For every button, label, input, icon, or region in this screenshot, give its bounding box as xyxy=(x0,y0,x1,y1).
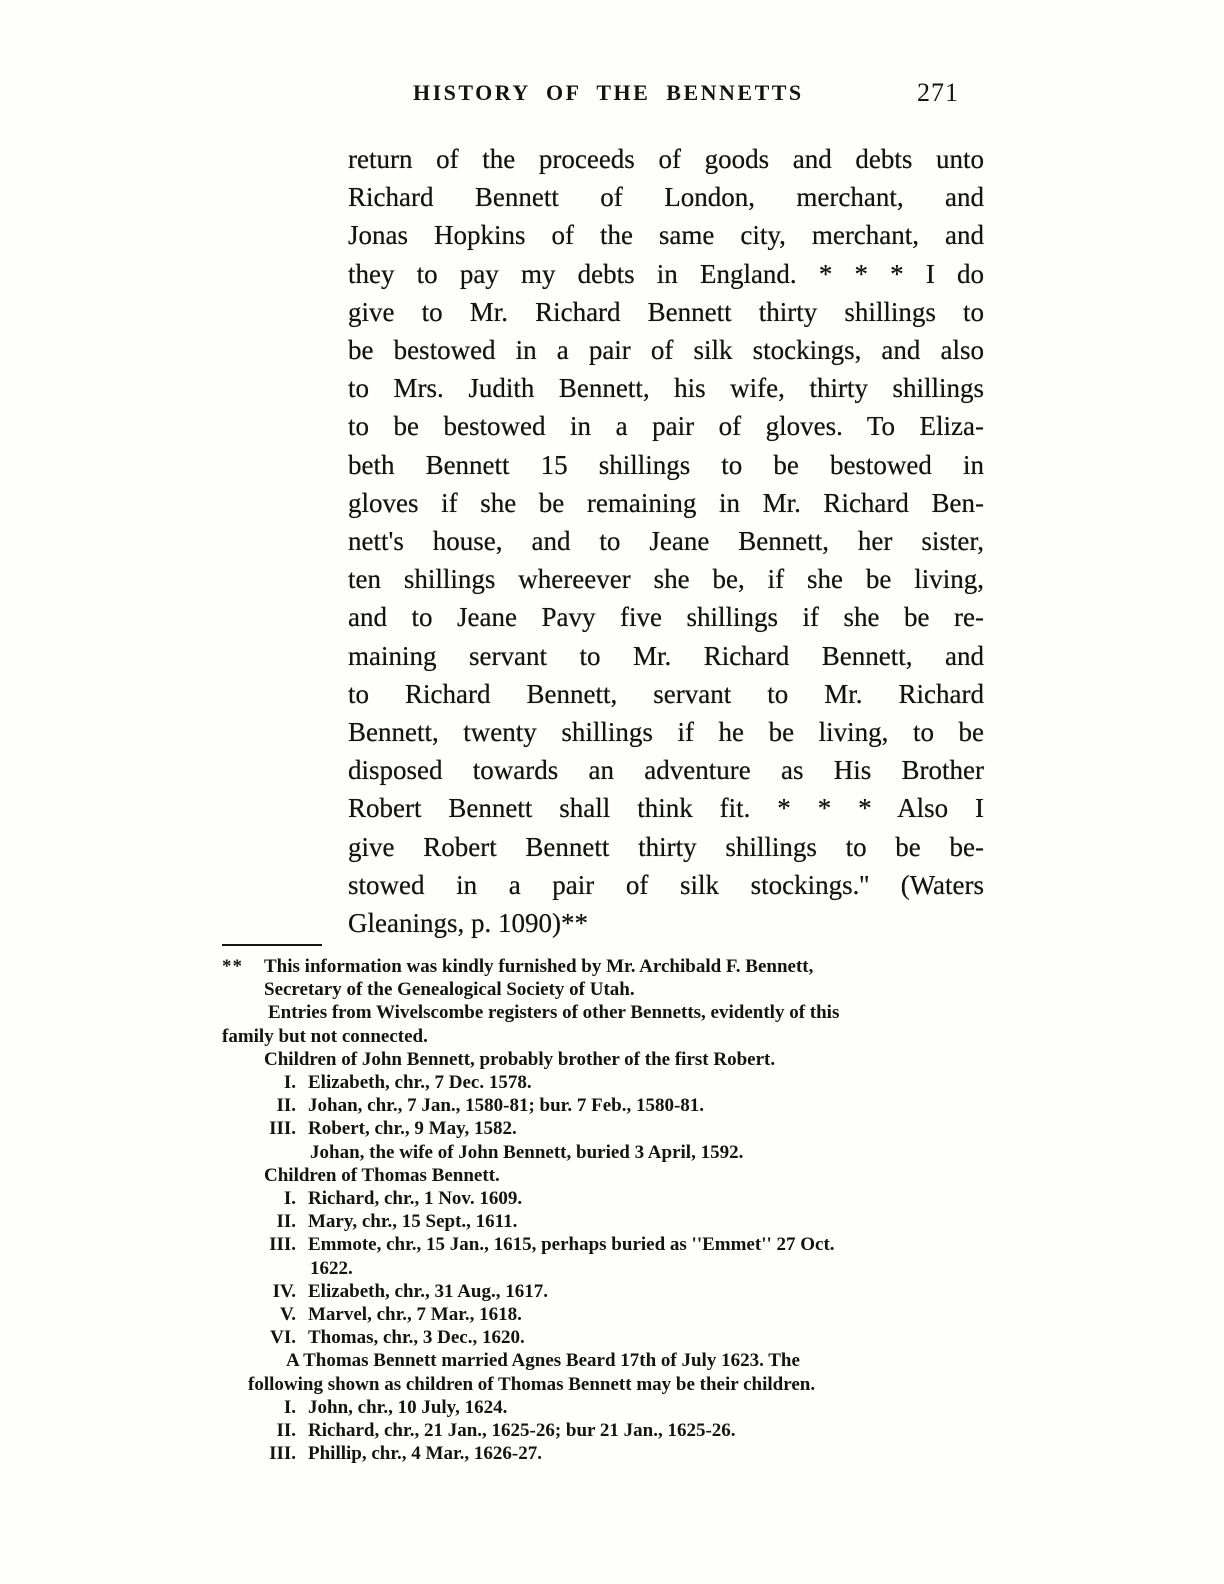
footnote-item-numeral: II. xyxy=(276,1211,296,1233)
footnote-line xyxy=(222,978,1008,1001)
body-line: gloves if she be remaining in Mr. Richard Ben- xyxy=(348,487,984,518)
footnote-item-numeral: I. xyxy=(283,1188,296,1210)
footnote-item-numeral: I. xyxy=(283,1396,296,1418)
footnote-line-text: Emmote, chr., 15 Jan., 1615, perhaps buried as ''Emmet'' 27 Oct. xyxy=(308,1234,835,1256)
footnote-line-text: Thomas, chr., 3 Dec., 1620. xyxy=(308,1327,525,1349)
footnote-line xyxy=(222,1117,1008,1140)
body-line: ten shillings whereever she be, if she be living, xyxy=(348,564,984,595)
body-line: disposed towards an adventure as His Brother xyxy=(348,755,984,786)
footnote-line xyxy=(222,1233,1008,1256)
footnote-line-text: Marvel, chr., 7 Mar., 1618. xyxy=(308,1304,522,1326)
footnote-item-numeral: IV. xyxy=(272,1280,296,1302)
footnote-line xyxy=(222,1001,1008,1024)
footnote-item-numeral: II. xyxy=(276,1420,296,1442)
body-line: return of the proceeds of goods and debts unto xyxy=(348,144,984,174)
footnote-item-numeral: III. xyxy=(269,1443,296,1465)
footnote-line-text: Children of Thomas Bennett. xyxy=(264,1164,500,1186)
footnote-line xyxy=(222,1048,1008,1071)
footnote-line xyxy=(222,1187,1008,1210)
footnote-item-numeral: III. xyxy=(269,1118,296,1140)
body-line: to be bestowed in a pair of gloves. To Eliza- xyxy=(348,411,984,442)
footnote-line-text: Johan, chr., 7 Jan., 1580-81; bur. 7 Feb., 1580-81. xyxy=(308,1095,705,1117)
footnote-line-text: Entries from Wivelscombe registers of other Bennetts, evidently of this xyxy=(268,1002,840,1024)
body-line: maining servant to Mr. Richard Bennett, and xyxy=(348,640,984,671)
footnote-line xyxy=(222,1164,1008,1187)
footnote-line xyxy=(222,1025,1008,1048)
body-line: Richard Bennett of London, merchant, and xyxy=(348,182,984,213)
footnote-line xyxy=(222,1373,1008,1396)
body-line: be bestowed in a pair of silk stockings, and also xyxy=(348,335,984,366)
footnote-line xyxy=(222,1442,1008,1465)
body-text xyxy=(348,140,984,942)
body-line: give Robert Bennett thirty shillings to be be- xyxy=(348,831,984,862)
footnote-line xyxy=(222,1071,1008,1094)
footnote-item-numeral: VI. xyxy=(270,1327,296,1349)
footnote-line-text: 1622. xyxy=(310,1257,353,1279)
footnote-line-text: Johan, the wife of John Bennett, buried 3 April, 1592. xyxy=(310,1141,744,1163)
body-line: give to Mr. Richard Bennett thirty shillings to xyxy=(348,296,984,327)
footnote-line-text: family but not connected. xyxy=(222,1025,428,1047)
footnote-line xyxy=(222,1419,1008,1442)
footnote-line-text: This information was kindly furnished by Mr. Archibald F. Bennett, xyxy=(264,956,814,977)
body-line: Jonas Hopkins of the same city, merchant, and xyxy=(348,220,984,251)
footnote-line-text: A Thomas Bennett married Agnes Beard 17th of July 1623. The xyxy=(286,1350,800,1372)
footnote-item-numeral: V. xyxy=(279,1304,296,1326)
footnote-line xyxy=(222,1141,1008,1164)
footnote-line xyxy=(222,1326,1008,1349)
body-line: Gleanings, p. 1090)** xyxy=(348,908,588,939)
body-line: they to pay my debts in England. * * * I do xyxy=(348,258,984,289)
footnote-line xyxy=(222,1303,1008,1326)
footnote-line-text: Richard, chr., 1 Nov. 1609. xyxy=(308,1188,523,1210)
footnote-line xyxy=(222,1257,1008,1280)
body-line: to Mrs. Judith Bennett, his wife, thirty shillings xyxy=(348,373,984,404)
footnote-line-text: Secretary of the Genealogical Society of Utah. xyxy=(264,979,635,1001)
footnote-line-text: John, chr., 10 July, 1624. xyxy=(308,1396,508,1418)
footnote-line xyxy=(222,1396,1008,1419)
footnote-line-text: Mary, chr., 15 Sept., 1611. xyxy=(308,1211,518,1233)
footnote-line xyxy=(222,1210,1008,1233)
footnote-line-text: Children of John Bennett, probably brother of the first Robert. xyxy=(264,1048,776,1070)
body-line: to Richard Bennett, servant to Mr. Richard xyxy=(348,678,984,709)
footnote-line xyxy=(222,955,1008,978)
footnote-marker: ** xyxy=(222,956,243,977)
page-number: 271 xyxy=(917,78,959,107)
footnote-line-text: Phillip, chr., 4 Mar., 1626-27. xyxy=(308,1443,542,1465)
footnote xyxy=(222,944,1008,1465)
footnote-line-text: Elizabeth, chr., 7 Dec. 1578. xyxy=(308,1072,532,1094)
footnote-line xyxy=(222,1094,1008,1117)
footnote-lines xyxy=(222,955,1008,1465)
body-line: Bennett, twenty shillings if he be living, to be xyxy=(348,717,984,748)
running-head xyxy=(0,80,1224,114)
body-line: nett's house, and to Jeane Bennett, her sister, xyxy=(348,526,984,557)
footnote-line-text: Elizabeth, chr., 31 Aug., 1617. xyxy=(308,1280,548,1302)
footnote-item-numeral: I. xyxy=(283,1072,296,1094)
footnote-line xyxy=(222,1280,1008,1303)
page-title: HISTORY OF THE BENNETTS xyxy=(413,80,804,105)
footnote-line-text: Robert, chr., 9 May, 1582. xyxy=(308,1118,517,1140)
body-line: beth Bennett 15 shillings to be bestowed in xyxy=(348,449,984,480)
body-line: and to Jeane Pavy five shillings if she be re- xyxy=(348,602,984,633)
body-line: stowed in a pair of silk stockings.'' (Waters xyxy=(348,869,984,900)
footnote-item-numeral: III. xyxy=(269,1234,296,1256)
footnote-line xyxy=(222,1349,1008,1372)
footnote-line-text: Richard, chr., 21 Jan., 1625-26; bur 21 Jan., 1625-26. xyxy=(308,1420,736,1442)
footnote-item-numeral: II. xyxy=(276,1095,296,1117)
footnote-rule xyxy=(222,944,322,946)
body-line: Robert Bennett shall think fit. * * * Also I xyxy=(348,793,984,824)
footnote-line-text: following shown as children of Thomas Bennett may be their children. xyxy=(248,1373,816,1395)
